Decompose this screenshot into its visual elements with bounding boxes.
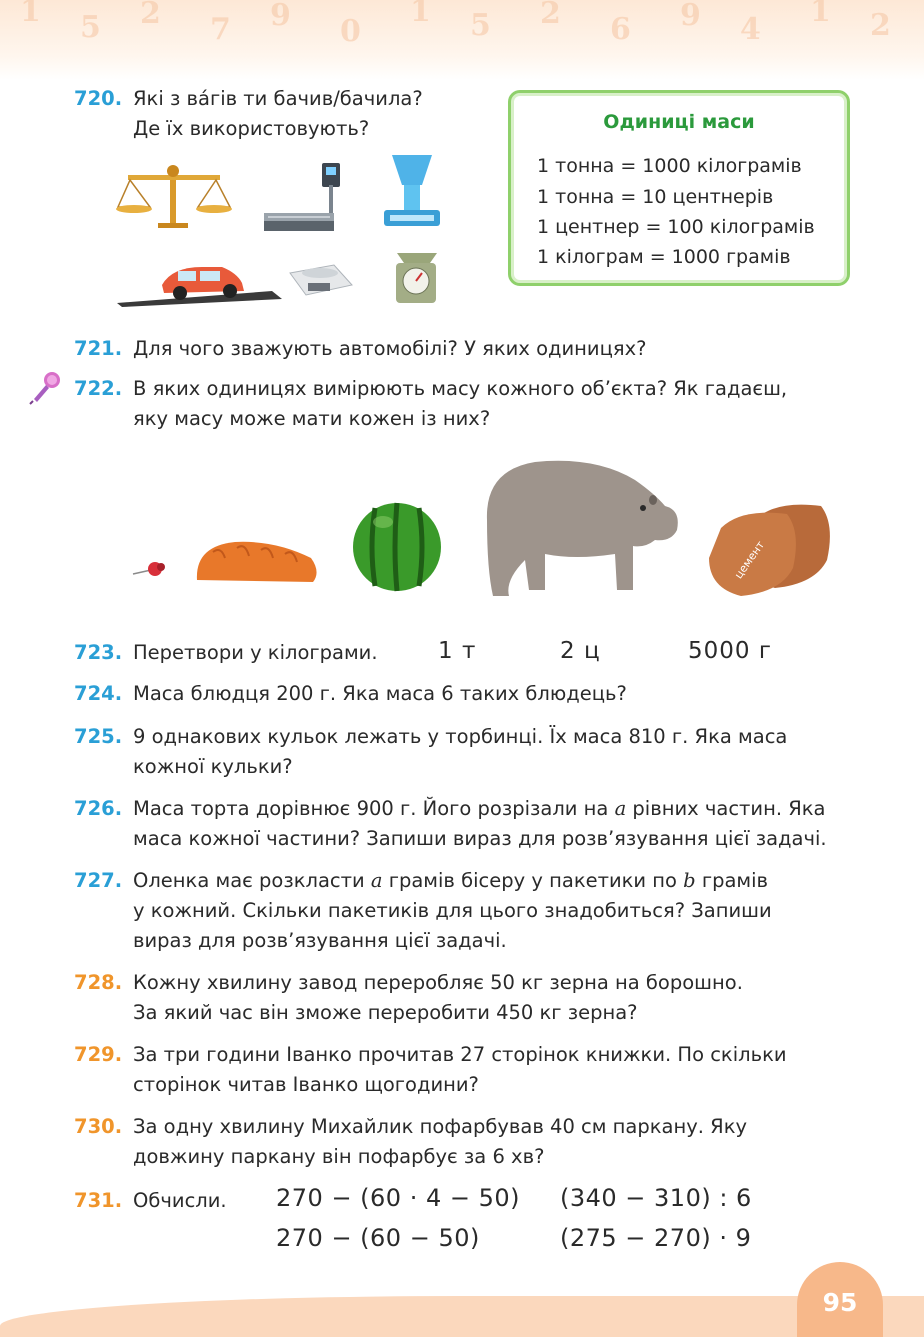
task-number: 731. [74,1189,123,1212]
task-text-line: сторінок читав Іванко щогодини? [133,1073,479,1096]
pushpin-icon [133,562,165,576]
task-text-line: Де їх використовують? [133,117,370,140]
task-text-line: Перетвори у кілограми. [133,641,378,664]
task-text-line: у кожний. Скільки пакетиків для цього знадобиться? Запиши [133,899,772,922]
box-title: Одиниці маси [603,111,755,133]
task-720 [74,84,494,144]
convert-value: 2 ц [560,638,601,664]
task-728 [74,968,844,1028]
task-number: 723. [74,641,123,664]
cement-label: цемент [731,538,768,582]
task-725 [74,722,844,782]
variable-a: a [370,869,383,892]
mechanical-scale-icon [396,253,437,303]
task-727 [74,866,844,956]
variable-b: b [683,869,696,892]
task-text-line: Маса торта дорівнює 900 г. Його розрізали на a рівних частин. Яка [133,797,826,820]
task-number: 727. [74,869,123,892]
page-number: 95 [797,1262,883,1337]
unit-line: 1 тонна = 10 центнерів [537,186,774,208]
math-expression: 270 − (60 − 50) [276,1224,480,1252]
unit-line: 1 кілограм = 1000 грамів [537,246,791,268]
task-726 [74,794,844,854]
task-number: 725. [74,725,123,748]
task-number: 721. [74,337,123,360]
kitchen-digital-scale-icon [290,265,352,295]
scales-illustration [112,155,462,310]
task-724 [74,679,844,709]
task-number: 729. [74,1043,123,1066]
task-723 [74,638,477,668]
task-721 [74,334,844,364]
platform-scale-icon [264,163,340,231]
mass-units-box [508,90,850,286]
bottom-decor-band [0,1296,924,1337]
task-text-line: 9 однакових кульок лежать у торбинці. Їх маса 810 г. Яка маса [133,725,788,748]
task-text-line: Маса блюдця 200 г. Яка маса 6 таких блюдець? [133,682,627,705]
trade-scale-icon [384,155,440,226]
unit-line: 1 центнер = 100 кілограмів [537,216,815,238]
top-decor-band: 1 5 2 7 9 0 1 5 2 6 9 4 1 2 [0,0,924,80]
task-730 [74,1112,844,1172]
microphone-icon [28,369,64,405]
cement-bags-icon [709,505,830,596]
task-text-line: За три години Іванко прочитав 27 сторінок книжки. По скільки [133,1043,787,1066]
math-expression: 270 − (60 · 4 − 50) [276,1184,521,1212]
task-number: 724. [74,682,123,705]
task-text-line: яку масу може мати кожен із них? [133,407,491,430]
math-expression: (275 − 270) · 9 [560,1224,752,1252]
bread-icon [197,542,317,582]
watermelon-icon [353,503,441,591]
convert-value: 1 т [438,638,477,664]
math-expression: (340 − 310) : 6 [560,1184,752,1212]
task-text-line: За який час він зможе переробити 450 кг зерна? [133,1001,638,1024]
task-text-line: Оленка має розкласти a грамів бісеру у пакетики по b грамів [133,869,769,892]
task-text-line: Які з ва́гів ти бачив/бачила? [133,87,423,110]
task-number: 728. [74,971,123,994]
task-722 [74,374,844,434]
task-729 [74,1040,844,1100]
task-number: 720. [74,87,123,110]
task-text-line: Обчисли. [133,1189,227,1212]
task-text-line: маса кожної частини? Запиши вираз для розв’язування цієї задачі. [133,827,827,850]
truck-scale-car-icon [117,267,282,307]
task-text-line: вираз для розв’язування цієї задачі. [133,929,507,952]
unit-line: 1 тонна = 1000 кілограмів [537,155,802,177]
balance-scale-icon [116,165,232,228]
task-text-line: В яких одиницях вимірюють масу кожного об’єкта? Як гадаєш, [133,377,788,400]
task-text-line: кожної кульки? [133,755,293,778]
task-text-line: довжину паркану він пофарбує за 6 хв? [133,1145,545,1168]
variable-a: a [614,797,627,820]
task-text-line: Для чого зважують автомобілі? У яких одиницях? [133,337,647,360]
hippo-icon [487,461,678,596]
objects-illustration [125,450,845,615]
task-number: 726. [74,797,123,820]
task-number: 730. [74,1115,123,1138]
convert-value: 5000 г [688,638,772,664]
task-text-line: Кожну хвилину завод переробляє 50 кг зерна на борошно. [133,971,743,994]
task-text-line: За одну хвилину Михайлик пофарбував 40 см паркану. Яку [133,1115,748,1138]
task-731 [74,1186,274,1216]
task-number: 722. [74,377,123,400]
